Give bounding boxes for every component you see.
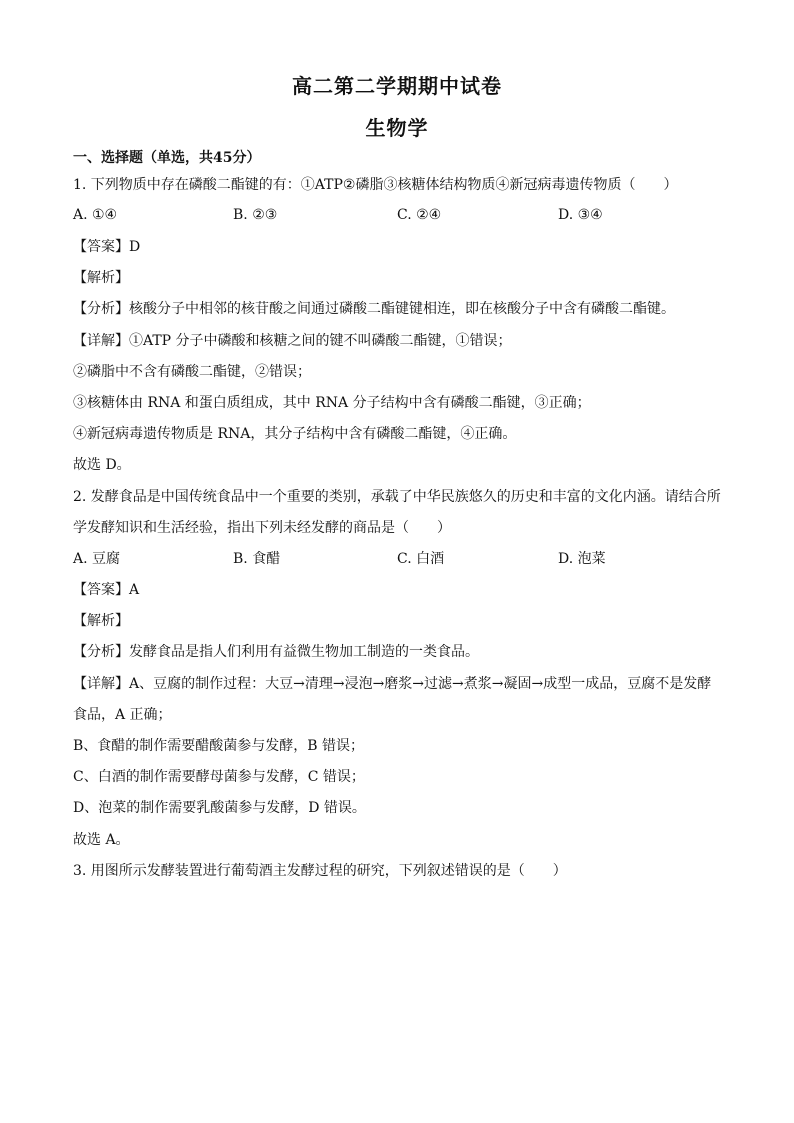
q2-analysis: 【分析】发酵食品是指人们利用有益微生物加工制造的一类食品。: [73, 644, 479, 660]
q1-option-a: A. ①④: [73, 207, 118, 223]
q1-detail-3: ③核糖体由 RNA 和蛋白质组成，其中 RNA 分子结构中含有磷酸二酯键，③正确；: [73, 395, 591, 411]
q1-option-d: D. ③④: [558, 207, 603, 223]
q2-jiexi: 【解析】: [73, 613, 129, 629]
q2-conclusion: 故选 A。: [73, 832, 130, 848]
question-3-stem: 3. 用图所示发酵装置进行葡萄酒主发酵过程的研究，下列叙述错误的是（ ）: [73, 863, 567, 879]
section-heading: 一、选择题（单选，共45分）: [73, 150, 261, 166]
q1-detail-1: 【详解】①ATP 分子中磷酸和核糖之间的键不叫磷酸二酯键，①错误；: [73, 333, 512, 349]
page-subtitle: 生物学: [365, 116, 429, 140]
q2-detail-3: B、食醋的制作需要醋酸菌参与发酵，B 错误；: [73, 738, 365, 754]
q1-detail-4: ④新冠病毒遗传物质是 RNA，其分子结构中含有磷酸二酯键，④正确。: [73, 426, 517, 442]
q2-option-c: C. 白酒: [397, 551, 445, 567]
q1-analysis: 【分析】核酸分子中相邻的核苷酸之间通过磷酸二酯键键相连，即在核酸分子中含有磷酸二酯键。: [73, 301, 675, 317]
q1-option-b: B. ②③: [233, 207, 278, 223]
page-title: 高二第二学期期中试卷: [292, 74, 502, 98]
q1-option-c: C. ②④: [397, 207, 442, 223]
q2-detail-2: 食品，A 正确；: [73, 707, 172, 723]
q2-answer: 【答案】A: [73, 582, 140, 598]
q2-detail-5: D、泡菜的制作需要乳酸菌参与发酵，D 错误。: [73, 800, 366, 816]
question-2-stem-line-2: 学发酵知识和生活经验，指出下列未经发酵的商品是（ ）: [73, 520, 451, 536]
q1-detail-2: ②磷脂中不含有磷酸二酯键，②错误；: [73, 364, 311, 380]
q2-option-d: D. 泡菜: [558, 551, 606, 567]
q2-detail-4: C、白酒的制作需要酵母菌参与发酵，C 错误；: [73, 769, 365, 785]
q1-conclusion: 故选 D。: [73, 457, 131, 473]
q1-answer: 【答案】D: [73, 239, 141, 255]
q2-option-b: B. 食醋: [233, 551, 281, 567]
q2-option-a: A. 豆腐: [73, 551, 121, 567]
question-2-stem-line-1: 2. 发酵食品是中国传统食品中一个重要的类别，承载了中华民族悠久的历史和丰富的文化内涵。请结合所: [73, 489, 721, 505]
q1-jiexi: 【解析】: [73, 270, 129, 286]
question-1-stem: 1. 下列物质中存在磷酸二酯键的有：①ATP②磷脂③核糖体结构物质④新冠病毒遗传物质（ ）: [73, 177, 678, 193]
q2-detail-1: 【详解】A、豆腐的制作过程：大豆→清理→浸泡→磨浆→过滤→煮浆→凝固→成型一成品，豆腐不是发酵: [73, 676, 712, 692]
